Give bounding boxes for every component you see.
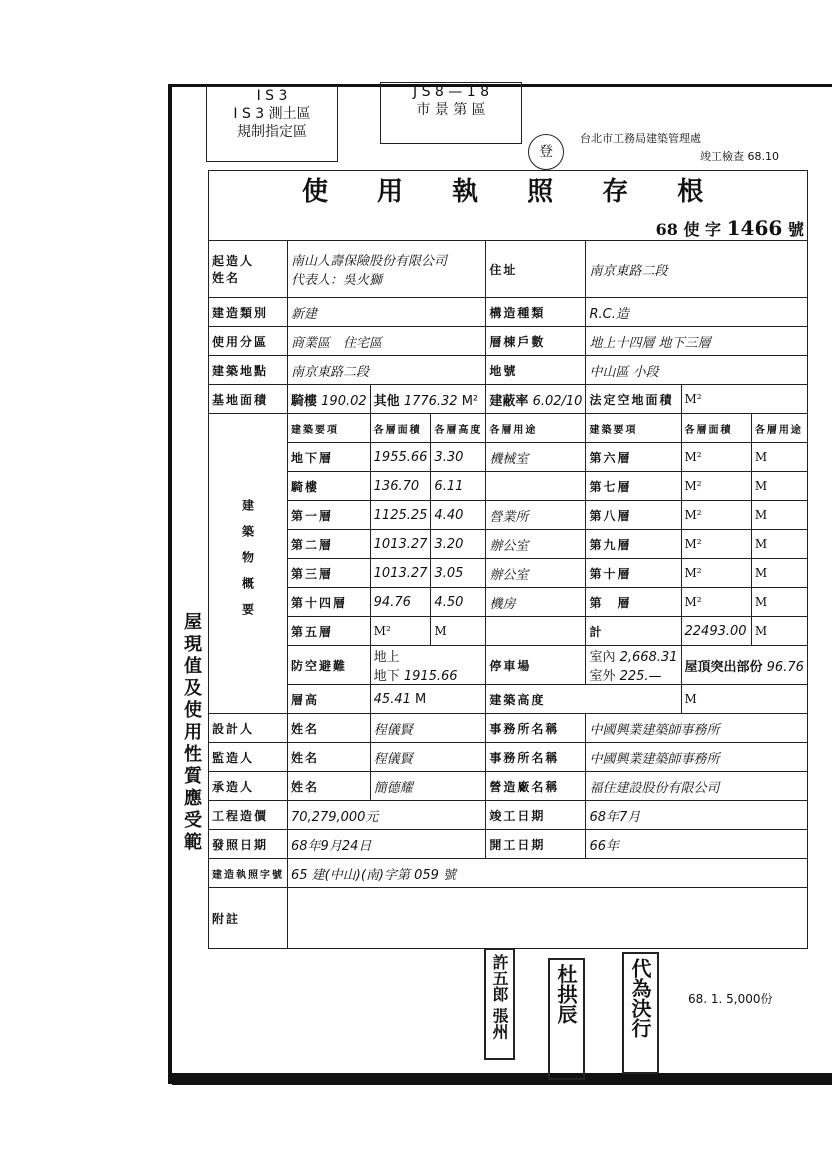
site-value: 南京東路二段 [288,356,486,385]
floors-value: 地上十四層 地下三層 [586,327,807,356]
defense-label: 防空避難 [288,646,371,685]
header-stamp-date: 竣工檢查 68.10 [700,150,779,163]
site-label: 建築地點 [209,356,288,385]
floor-name: 地下層 [288,443,371,472]
building-summary-label: 建築物概要 [209,414,288,714]
table-row [209,472,808,501]
build-type-value: 新建 [288,298,486,327]
floor-area: 1013.27 [370,559,431,588]
structure-label: 構造種類 [486,298,586,327]
office-label: 事務所名稱 [486,743,586,772]
table-row [209,501,808,530]
start-label: 開工日期 [486,830,586,859]
table-row [209,443,808,472]
floor-use: 營業所 [486,501,586,530]
seal-stamp-3: 代為決行 [622,952,659,1074]
grid-header: 各層高度 [431,414,486,443]
round-seal: 登 [528,134,564,170]
print-note: 68. 1. 5,000份 [688,992,773,1006]
completion-label: 竣工日期 [486,801,586,830]
floor-use: 機房 [486,588,586,617]
document-number [656,216,804,240]
table-row [209,617,808,646]
annex-cell: 騎樓 190.02 [288,385,371,414]
completion-value: 68年7月 [586,801,807,830]
permit-no-label: 建造執照字號 [209,859,288,888]
floor-use: 機械室 [486,443,586,472]
start-value: 66年 [586,830,807,859]
floor-area: 94.76 [370,588,431,617]
structure-value: R.C.造 [586,298,807,327]
floor-height: 6.11 [431,472,486,501]
number-word: 使 字 [683,220,722,239]
floor-area: M² [681,530,751,559]
floor-height-label: 層高 [288,685,371,714]
title-row [209,171,808,241]
note-value [288,888,808,949]
floor-height: M [751,588,807,617]
cost-label: 工程造價 [209,801,288,830]
other-cell: 其他 1776.32 M² [370,385,486,414]
zone-label: 使用分區 [209,327,288,356]
floor-name: 第七層 [586,472,681,501]
floor-height: 4.50 [431,588,486,617]
floor-height: M [751,501,807,530]
total-label: 計 [586,617,681,646]
address-value: 南京東路二段 [586,241,807,298]
floor-use [486,472,586,501]
total-area: 22493.00 [681,617,751,646]
stamp-line: J S 8 — 1 8 [413,84,489,100]
open-value: M² [681,385,807,414]
floor-name: 第一層 [288,501,371,530]
table-row [209,530,808,559]
floor-name: 第十層 [586,559,681,588]
floor-area: M² [681,501,751,530]
floor-area: M² [681,559,751,588]
grid-header: 各層面積 [681,414,751,443]
firm-label: 營造廠名稱 [486,772,586,801]
zone-value: 商業區 住宅區 [288,327,486,356]
table-row [209,559,808,588]
grid-header: 建築要項 [586,414,681,443]
floor-height: 4.40 [431,501,486,530]
license-form [208,170,808,949]
build-type-label: 建造類別 [209,298,288,327]
floor-height: M [431,617,486,646]
owner-value: 南山人壽保險股份有限公司 代表人：吳火獅 [288,241,486,298]
floor-area: 1955.66 [370,443,431,472]
margin-note: 屋現值及使用性質應受範 [181,612,202,854]
address-label: 住址 [486,241,586,298]
total-height: M [751,617,807,646]
building-height-value: M [681,685,807,714]
floor-area: 1013.27 [370,530,431,559]
name-label: 姓名 [288,714,371,743]
floor-height-value: 45.41 M [370,685,486,714]
grid-header: 各層用途 [486,414,586,443]
floor-name: 第八層 [586,501,681,530]
floor-name: 第三層 [288,559,371,588]
floor-use [486,617,586,646]
floor-height: M [751,559,807,588]
stamp-line: 市 景 第 區 [416,102,486,119]
floor-name: 第二層 [288,530,371,559]
floor-area: 136.70 [370,472,431,501]
owner-label: 起造人 姓名 [209,241,288,298]
floor-height: 3.30 [431,443,486,472]
contractor-name: 簡德耀 [370,772,486,801]
floor-area: M² [681,472,751,501]
floor-name: 第六層 [586,443,681,472]
floors-label: 層棟戶數 [486,327,586,356]
supervisor-label: 監造人 [209,743,288,772]
cost-value: 70,279,000元 [288,801,486,830]
table-row [209,685,808,714]
grid-header: 各層面積 [370,414,431,443]
floor-name: 第 層 [586,588,681,617]
grid-header: 建築要項 [288,414,371,443]
floor-height: M [751,443,807,472]
floor-use: 辦公室 [486,530,586,559]
stamp-line: I S 3 [256,88,288,104]
stamp-line: I S 3 測土區 [233,106,311,123]
supervisor-office: 中國興業建築師事務所 [586,743,807,772]
note-label: 附註 [209,888,288,949]
floor-use: 辦公室 [486,559,586,588]
lot-value: 中山區 小段 [586,356,807,385]
floor-name: 第五層 [288,617,371,646]
issue-value: 68年9月24日 [288,830,486,859]
building-height-label: 建築高度 [486,685,681,714]
floor-height: M [751,530,807,559]
floor-height: 3.05 [431,559,486,588]
defense-values: 地上 地下 1915.66 [370,646,486,685]
roof-cell: 屋頂突出部份 96.76 [681,646,807,685]
document-title: 使 用 執 照 存 根 [302,177,724,207]
contractor-firm: 福住建設股份有限公司 [586,772,807,801]
floor-area: M² [681,588,751,617]
name-label: 姓名 [288,772,371,801]
floor-name: 騎樓 [288,472,371,501]
area-label: 基地面積 [209,385,288,414]
designer-office: 中國興業建築師事務所 [586,714,807,743]
table-row [209,646,808,685]
number-value: 1466 [726,216,783,240]
stamp-line: 規制指定區 [237,124,307,141]
district-stamp [380,82,522,144]
supervisor-name: 程儀賢 [370,743,486,772]
floor-height: 3.20 [431,530,486,559]
number-prefix: 68 [655,220,678,239]
name-label: 姓名 [288,743,371,772]
floor-area: M² [681,443,751,472]
floor-name: 第十四層 [288,588,371,617]
parking-label: 停車場 [486,646,586,685]
floor-area: M² [370,617,431,646]
frame-bottom-bar [172,1073,832,1085]
open-label: 法定空地面積 [586,385,681,414]
table-row [209,588,808,617]
lot-label: 地號 [486,356,586,385]
issue-label: 發照日期 [209,830,288,859]
zoning-stamp [206,86,338,162]
floor-height: M [751,472,807,501]
seal-stamp-2: 杜拱辰 [548,958,585,1080]
parking-values: 室內 2,668.31 室外 225.— [586,646,681,685]
frame-left-line [168,84,172,1084]
permit-no-value: 65 建(中山)(南)字第 059 號 [288,859,808,888]
grid-header: 各層用途 [751,414,807,443]
seal-stamp-1: 許五郎 張州 [484,948,515,1060]
office-label: 事務所名稱 [486,714,586,743]
contractor-label: 承造人 [209,772,288,801]
designer-name: 程儀賢 [370,714,486,743]
number-suffix: 號 [787,220,804,239]
floor-area: 1125.25 [370,501,431,530]
header-stamp-right: 台北市工務局建築管理處 [580,132,701,145]
coverage-cell: 建蔽率 6.02/10 [486,385,586,414]
designer-label: 設計人 [209,714,288,743]
floor-name: 第九層 [586,530,681,559]
